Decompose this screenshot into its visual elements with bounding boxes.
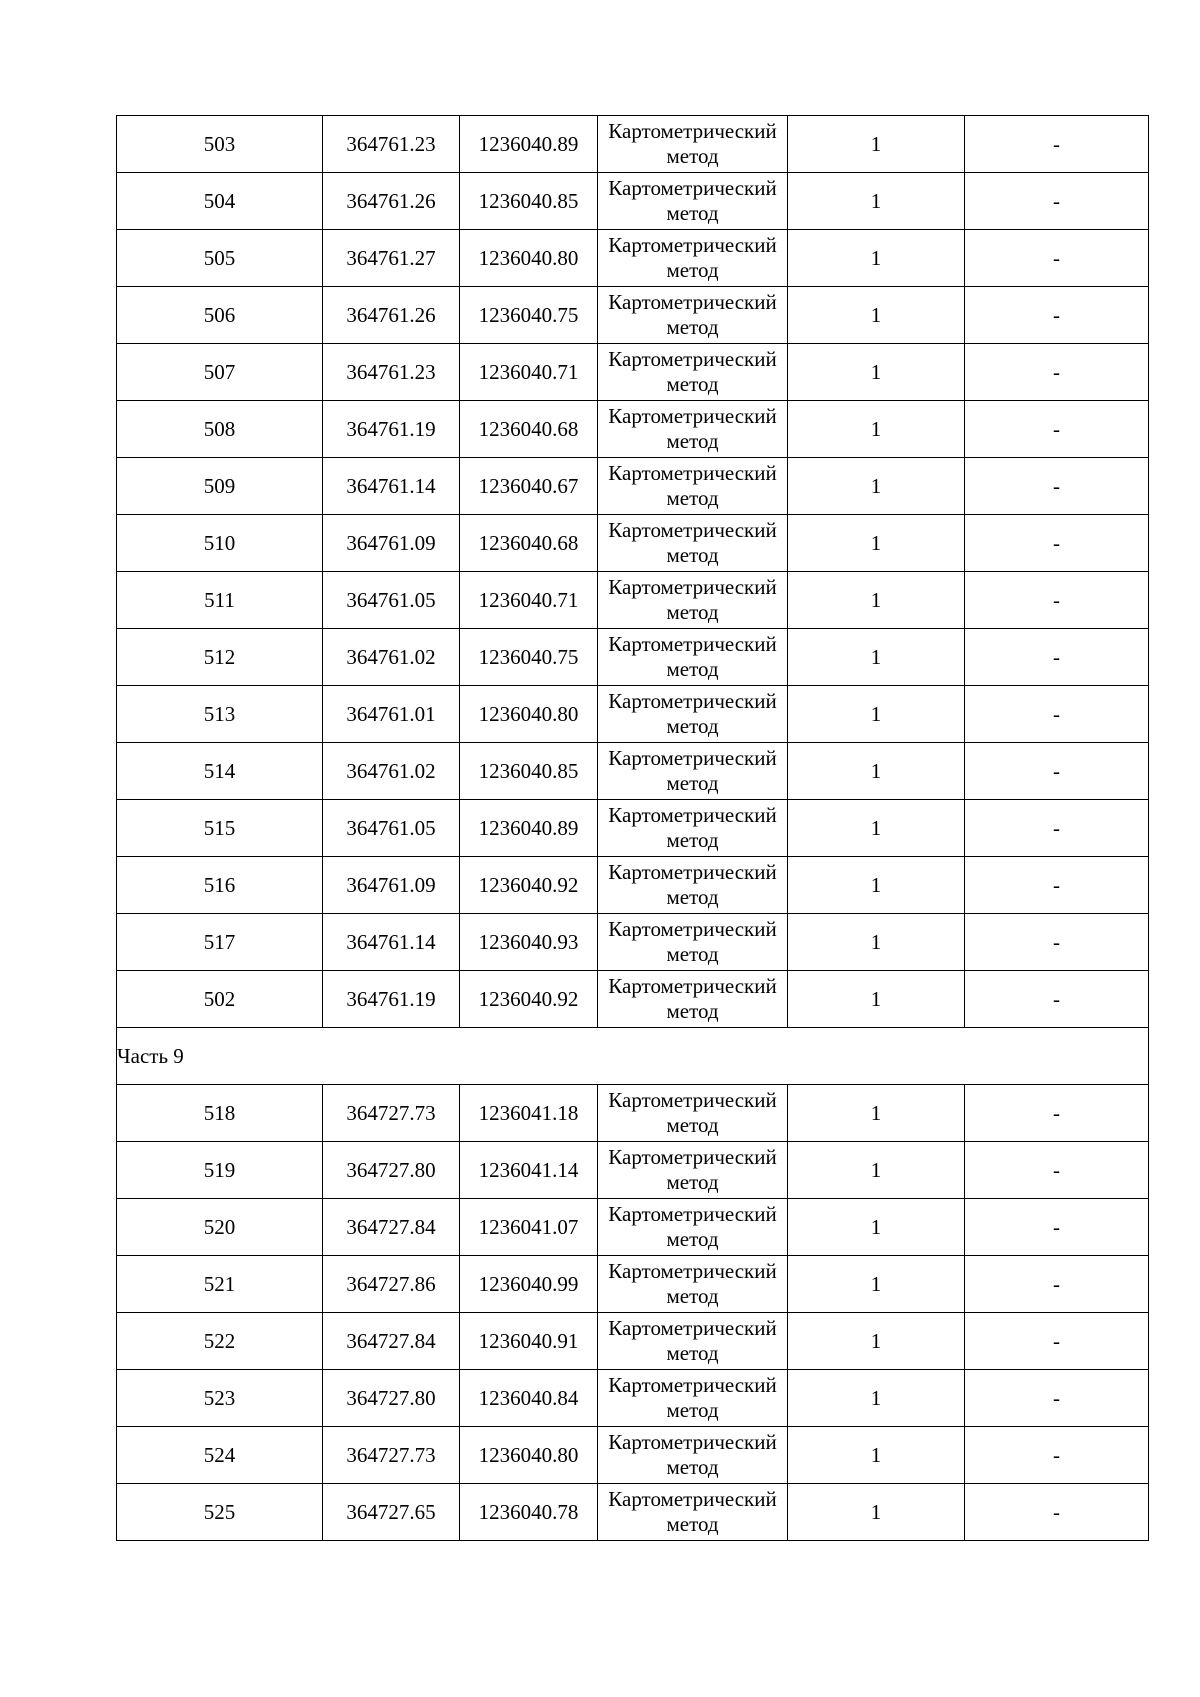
y-coordinate-cell: 1236040.71 [460, 344, 598, 401]
description-cell: - [965, 1085, 1149, 1142]
x-coordinate-cell: 364761.05 [323, 800, 460, 857]
point-number-cell: 521 [117, 1256, 323, 1313]
point-number-cell: 513 [117, 686, 323, 743]
description-cell: - [965, 743, 1149, 800]
point-number-cell: 506 [117, 287, 323, 344]
x-coordinate-cell: 364727.84 [323, 1313, 460, 1370]
x-coordinate-cell: 364761.14 [323, 914, 460, 971]
x-coordinate-cell: 364727.65 [323, 1484, 460, 1541]
y-coordinate-cell: 1236040.68 [460, 401, 598, 458]
method-text: Картометрический метод [608, 1202, 777, 1251]
method-text: Картометрический метод [608, 689, 777, 738]
description-cell: - [965, 800, 1149, 857]
description-cell: - [965, 116, 1149, 173]
accuracy-cell: 1 [788, 1484, 965, 1541]
method-text: Картометрический метод [608, 461, 777, 510]
accuracy-cell: 1 [788, 1427, 965, 1484]
x-coordinate-cell: 364727.80 [323, 1370, 460, 1427]
point-number-cell: 517 [117, 914, 323, 971]
method-text: Картометрический метод [608, 290, 777, 339]
x-coordinate-cell: 364761.19 [323, 401, 460, 458]
description-cell: - [965, 686, 1149, 743]
method-cell [598, 287, 788, 344]
description-cell: - [965, 401, 1149, 458]
method-text: Картометрический метод [608, 347, 777, 396]
y-coordinate-cell: 1236040.92 [460, 971, 598, 1028]
method-text: Картометрический метод [608, 176, 777, 225]
x-coordinate-cell: 364727.73 [323, 1427, 460, 1484]
method-text: Картометрический метод [608, 632, 777, 681]
table-row [117, 1427, 1149, 1484]
method-cell [598, 230, 788, 287]
description-cell: - [965, 230, 1149, 287]
description-cell: - [965, 1484, 1149, 1541]
method-text: Картометрический метод [608, 1145, 777, 1194]
y-coordinate-cell: 1236040.67 [460, 458, 598, 515]
y-coordinate-cell: 1236040.85 [460, 743, 598, 800]
description-cell: - [965, 1427, 1149, 1484]
table-row [117, 458, 1149, 515]
method-cell [598, 914, 788, 971]
accuracy-cell: 1 [788, 401, 965, 458]
description-cell: - [965, 1370, 1149, 1427]
y-coordinate-cell: 1236040.80 [460, 686, 598, 743]
x-coordinate-cell: 364761.14 [323, 458, 460, 515]
table-row [117, 1313, 1149, 1370]
point-number-cell: 509 [117, 458, 323, 515]
accuracy-cell: 1 [788, 800, 965, 857]
y-coordinate-cell: 1236040.89 [460, 800, 598, 857]
method-text: Картометрический метод [608, 803, 777, 852]
y-coordinate-cell: 1236040.68 [460, 515, 598, 572]
method-cell [598, 629, 788, 686]
method-text: Картометрический метод [608, 404, 777, 453]
point-number-cell: 516 [117, 857, 323, 914]
table-row [117, 401, 1149, 458]
method-text: Картометрический метод [608, 1316, 777, 1365]
method-text: Картометрический метод [608, 860, 777, 909]
table-row [117, 230, 1149, 287]
point-number-cell: 505 [117, 230, 323, 287]
method-cell [598, 1370, 788, 1427]
point-number-cell: 518 [117, 1085, 323, 1142]
table-row [117, 173, 1149, 230]
x-coordinate-cell: 364761.05 [323, 572, 460, 629]
method-cell [598, 686, 788, 743]
accuracy-cell: 1 [788, 1142, 965, 1199]
accuracy-cell: 1 [788, 515, 965, 572]
point-number-cell: 522 [117, 1313, 323, 1370]
table-row [117, 971, 1149, 1028]
y-coordinate-cell: 1236040.84 [460, 1370, 598, 1427]
accuracy-cell: 1 [788, 458, 965, 515]
y-coordinate-cell: 1236040.85 [460, 173, 598, 230]
table-row [117, 116, 1149, 173]
y-coordinate-cell: 1236041.07 [460, 1199, 598, 1256]
table-row [117, 743, 1149, 800]
x-coordinate-cell: 364761.02 [323, 629, 460, 686]
table-row [117, 515, 1149, 572]
accuracy-cell: 1 [788, 572, 965, 629]
x-coordinate-cell: 364727.73 [323, 1085, 460, 1142]
x-coordinate-cell: 364761.02 [323, 743, 460, 800]
y-coordinate-cell: 1236041.14 [460, 1142, 598, 1199]
accuracy-cell: 1 [788, 686, 965, 743]
table-row [117, 1256, 1149, 1313]
table-row [117, 344, 1149, 401]
accuracy-cell: 1 [788, 1256, 965, 1313]
method-cell [598, 173, 788, 230]
method-cell [598, 515, 788, 572]
table-row [117, 686, 1149, 743]
point-number-cell: 514 [117, 743, 323, 800]
description-cell: - [965, 287, 1149, 344]
method-text: Картометрический метод [608, 1430, 777, 1479]
method-cell [598, 857, 788, 914]
table-row [117, 800, 1149, 857]
description-cell: - [965, 572, 1149, 629]
accuracy-cell: 1 [788, 1370, 965, 1427]
description-cell: - [965, 344, 1149, 401]
accuracy-cell: 1 [788, 743, 965, 800]
y-coordinate-cell: 1236040.93 [460, 914, 598, 971]
point-number-cell: 515 [117, 800, 323, 857]
description-cell: - [965, 1256, 1149, 1313]
description-cell: - [965, 914, 1149, 971]
description-cell: - [965, 629, 1149, 686]
point-number-cell: 520 [117, 1199, 323, 1256]
method-text: Картометрический метод [608, 518, 777, 567]
point-number-cell: 511 [117, 572, 323, 629]
accuracy-cell: 1 [788, 287, 965, 344]
point-number-cell: 523 [117, 1370, 323, 1427]
y-coordinate-cell: 1236040.91 [460, 1313, 598, 1370]
accuracy-cell: 1 [788, 1199, 965, 1256]
table-row [117, 287, 1149, 344]
method-cell [598, 572, 788, 629]
point-number-cell: 504 [117, 173, 323, 230]
point-number-cell: 508 [117, 401, 323, 458]
table-row [117, 1370, 1149, 1427]
accuracy-cell: 1 [788, 629, 965, 686]
y-coordinate-cell: 1236040.71 [460, 572, 598, 629]
accuracy-cell: 1 [788, 1313, 965, 1370]
accuracy-cell: 1 [788, 173, 965, 230]
coordinates-table-body [117, 116, 1149, 1541]
method-cell [598, 743, 788, 800]
method-cell [598, 401, 788, 458]
x-coordinate-cell: 364761.19 [323, 971, 460, 1028]
accuracy-cell: 1 [788, 971, 965, 1028]
table-row [117, 914, 1149, 971]
y-coordinate-cell: 1236040.80 [460, 1427, 598, 1484]
method-cell [598, 1484, 788, 1541]
table-row [117, 857, 1149, 914]
x-coordinate-cell: 364761.23 [323, 116, 460, 173]
description-cell: - [965, 1199, 1149, 1256]
method-text: Картометрический метод [608, 746, 777, 795]
x-coordinate-cell: 364727.86 [323, 1256, 460, 1313]
accuracy-cell: 1 [788, 914, 965, 971]
y-coordinate-cell: 1236040.89 [460, 116, 598, 173]
method-cell [598, 344, 788, 401]
method-cell [598, 1427, 788, 1484]
method-text: Картометрический метод [608, 1088, 777, 1137]
description-cell: - [965, 971, 1149, 1028]
description-cell: - [965, 515, 1149, 572]
method-cell [598, 1199, 788, 1256]
point-number-cell: 524 [117, 1427, 323, 1484]
method-cell [598, 1085, 788, 1142]
method-cell [598, 971, 788, 1028]
method-text: Картометрический метод [608, 1373, 777, 1422]
coordinates-table [116, 115, 1149, 1541]
y-coordinate-cell: 1236040.92 [460, 857, 598, 914]
x-coordinate-cell: 364761.26 [323, 287, 460, 344]
table-row [117, 1199, 1149, 1256]
accuracy-cell: 1 [788, 857, 965, 914]
method-text: Картометрический метод [608, 1487, 777, 1536]
method-cell [598, 1313, 788, 1370]
x-coordinate-cell: 364727.84 [323, 1199, 460, 1256]
x-coordinate-cell: 364761.27 [323, 230, 460, 287]
y-coordinate-cell: 1236040.99 [460, 1256, 598, 1313]
y-coordinate-cell: 1236040.75 [460, 287, 598, 344]
point-number-cell: 519 [117, 1142, 323, 1199]
description-cell: - [965, 1142, 1149, 1199]
accuracy-cell: 1 [788, 344, 965, 401]
method-cell [598, 458, 788, 515]
method-text: Картометрический метод [608, 974, 777, 1023]
method-text: Картометрический метод [608, 575, 777, 624]
method-cell [598, 1256, 788, 1313]
point-number-cell: 507 [117, 344, 323, 401]
x-coordinate-cell: 364761.09 [323, 515, 460, 572]
accuracy-cell: 1 [788, 116, 965, 173]
accuracy-cell: 1 [788, 230, 965, 287]
x-coordinate-cell: 364727.80 [323, 1142, 460, 1199]
accuracy-cell: 1 [788, 1085, 965, 1142]
method-text: Картометрический метод [608, 119, 777, 168]
section-row [117, 1028, 1149, 1085]
method-cell [598, 800, 788, 857]
method-text: Картометрический метод [608, 1259, 777, 1308]
x-coordinate-cell: 364761.26 [323, 173, 460, 230]
y-coordinate-cell: 1236040.78 [460, 1484, 598, 1541]
description-cell: - [965, 173, 1149, 230]
table-row [117, 629, 1149, 686]
method-text: Картометрический метод [608, 233, 777, 282]
point-number-cell: 502 [117, 971, 323, 1028]
section-title: Часть 9 [117, 1028, 1149, 1085]
table-row [117, 1085, 1149, 1142]
description-cell: - [965, 1313, 1149, 1370]
table-row [117, 1484, 1149, 1541]
point-number-cell: 510 [117, 515, 323, 572]
description-cell: - [965, 458, 1149, 515]
point-number-cell: 503 [117, 116, 323, 173]
x-coordinate-cell: 364761.09 [323, 857, 460, 914]
description-cell: - [965, 857, 1149, 914]
method-text: Картометрический метод [608, 917, 777, 966]
x-coordinate-cell: 364761.23 [323, 344, 460, 401]
y-coordinate-cell: 1236040.75 [460, 629, 598, 686]
point-number-cell: 525 [117, 1484, 323, 1541]
table-row [117, 1142, 1149, 1199]
method-cell [598, 1142, 788, 1199]
y-coordinate-cell: 1236041.18 [460, 1085, 598, 1142]
method-cell [598, 116, 788, 173]
y-coordinate-cell: 1236040.80 [460, 230, 598, 287]
point-number-cell: 512 [117, 629, 323, 686]
x-coordinate-cell: 364761.01 [323, 686, 460, 743]
table-row [117, 572, 1149, 629]
